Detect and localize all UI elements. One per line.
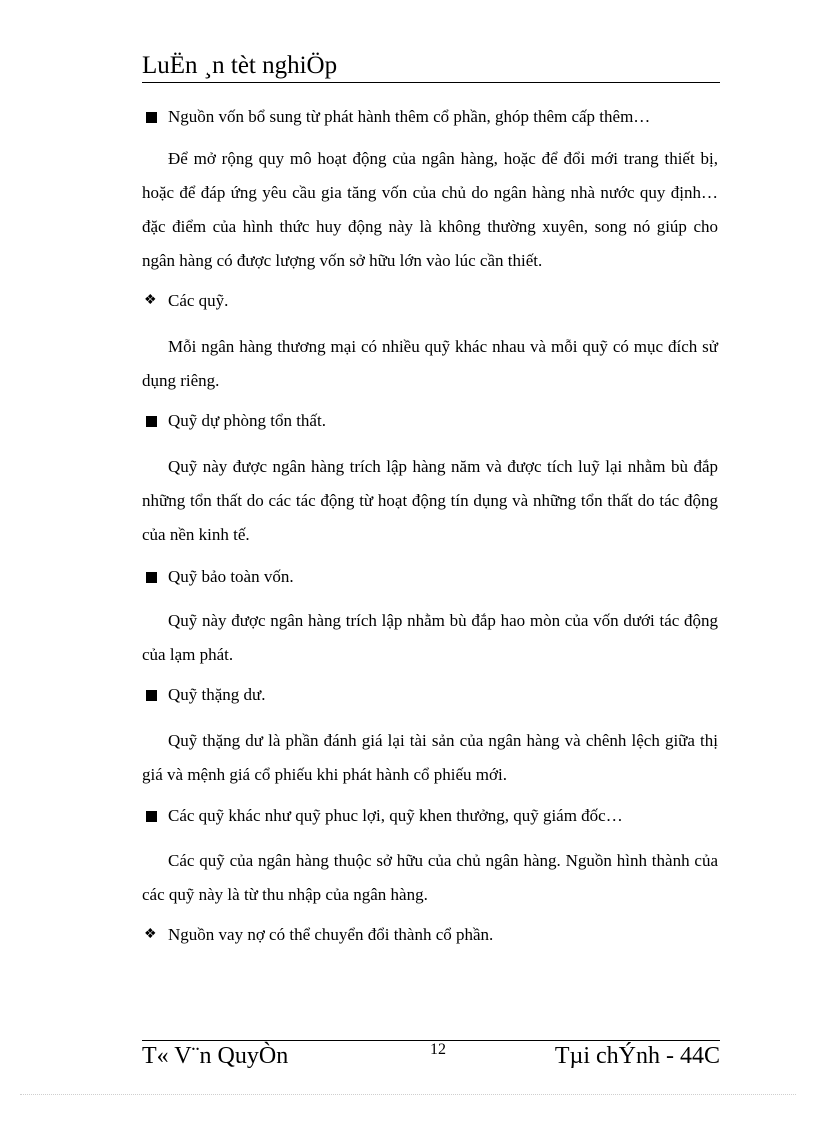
- square-bullet-icon: [146, 690, 157, 701]
- bullet-item: [142, 801, 623, 831]
- section-heading: [142, 920, 493, 950]
- bullet-item: [142, 406, 326, 436]
- four-diamond-bullet-icon: ❖: [144, 293, 157, 308]
- heading-text: Các quỹ.: [168, 291, 229, 310]
- square-bullet-icon: [146, 416, 157, 427]
- paragraph: Mỗi ngân hàng thương mại có nhiều quỹ khác nhau và mỗi quỹ có mục đích sử dụng riêng.: [142, 337, 718, 390]
- bullet-item: [142, 680, 266, 710]
- header-title: LuËn ¸n tèt nghiÖp: [142, 52, 338, 79]
- bullet-item: [142, 562, 294, 592]
- page-edge-divider: [20, 1094, 796, 1095]
- page-number: 12: [430, 1041, 446, 1058]
- four-diamond-bullet-icon: ❖: [144, 927, 157, 942]
- paragraph: Để mở rộng quy mô hoạt động của ngân hàng, hoặc để đổi mới trang thiết bị, hoặc để đáp ứng yêu cầu gia tăng vốn của chủ do ngân hàng nhà nước quy định… đặc điểm của hình thức huy động này là không thường xuyên, song nó giúp cho ngân hàng có được lượng vốn sở hữu lớn vào lúc cần thiết.: [142, 149, 718, 270]
- bullet-text: Quỹ dự phòng tổn thất.: [168, 411, 326, 430]
- square-bullet-icon: [146, 811, 157, 822]
- bullet-text: Quỹ thặng dư.: [168, 685, 266, 704]
- bullet-text: Quỹ bảo toàn vốn.: [168, 567, 294, 586]
- section-heading: [142, 286, 228, 316]
- paragraph: Quỹ thặng dư là phần đánh giá lại tài sản của ngân hàng và chênh lệch giữa thị giá và mệnh giá cổ phiếu khi phát hành cổ phiếu mới.: [142, 731, 718, 784]
- paragraph: Các quỹ của ngân hàng thuộc sở hữu của chủ ngân hàng. Nguồn hình thành của các quỹ này là từ thu nhập của ngân hàng.: [142, 851, 718, 904]
- paragraph: Quỹ này được ngân hàng trích lập nhằm bù đắp hao mòn của vốn dưới tác động của lạm phát.: [142, 611, 718, 664]
- paragraph: Quỹ này được ngân hàng trích lập hàng năm và được tích luỹ lại nhằm bù đắp những tổn thất do các tác động từ hoạt động tín dụng và những tổn thất do tác động của nền kinh tế.: [142, 457, 718, 544]
- square-bullet-icon: [146, 572, 157, 583]
- heading-text: Nguồn vay nợ có thể chuyển đổi thành cổ phần.: [168, 925, 494, 944]
- bullet-text: Các quỹ khác như quỹ phuc lợi, quỹ khen thưởng, quỹ giám đốc…: [168, 806, 623, 825]
- footer-author: T« V¨n QuyÒn: [142, 1043, 289, 1069]
- bullet-text: Nguồn vốn bổ sung từ phát hành thêm cổ phần, ghóp thêm cấp thêm…: [168, 107, 651, 126]
- square-bullet-icon: [146, 112, 157, 123]
- page-header: [142, 50, 720, 83]
- page-footer: [142, 1040, 720, 1075]
- bullet-item: [142, 102, 650, 132]
- footer-department: Tµi chÝnh - 44C: [554, 1043, 720, 1069]
